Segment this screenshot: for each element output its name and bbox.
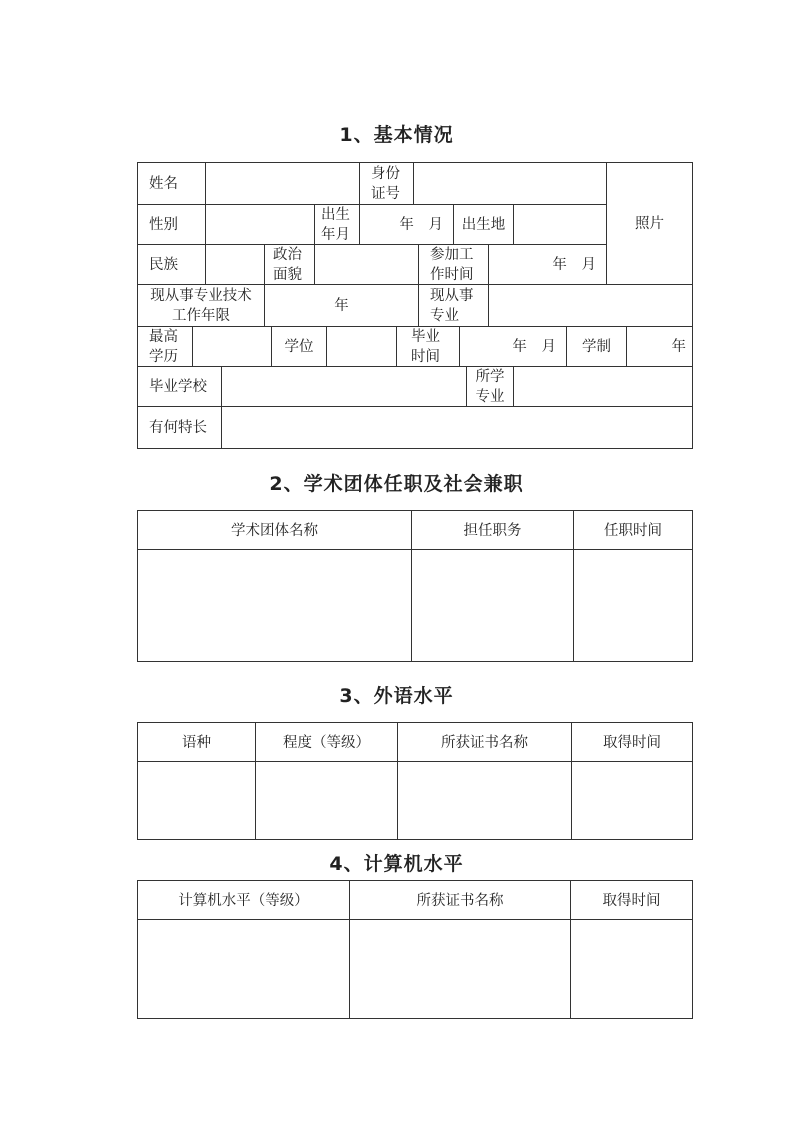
birth-ym-field[interactable]: 年 月 <box>360 205 454 245</box>
gender-field[interactable] <box>206 205 315 245</box>
academic-time-field[interactable] <box>574 550 693 662</box>
birthplace-field[interactable] <box>514 205 607 245</box>
specialty-label: 有何特长 <box>138 407 222 449</box>
specialty-field[interactable] <box>222 407 693 449</box>
academic-header-time: 任职时间 <box>574 511 693 550</box>
computer-header-level: 计算机水平（等级） <box>138 881 350 920</box>
computer-header-cert: 所获证书名称 <box>350 881 571 920</box>
school-label: 毕业学校 <box>138 367 222 407</box>
computer-cert-field[interactable] <box>350 920 571 1019</box>
language-header-time: 取得时间 <box>572 723 693 762</box>
academic-org-field[interactable] <box>138 550 412 662</box>
id-card-field[interactable] <box>414 163 607 205</box>
section-title-computer: 4、计算机水平 <box>329 853 464 875</box>
degree-label: 学位 <box>272 327 327 367</box>
tech-years-label: 现从事专业技术 工作年限 <box>138 285 265 327</box>
ethnicity-label: 民族 <box>138 245 206 285</box>
photo-box[interactable]: 照片 <box>607 163 693 285</box>
computer-level-field[interactable] <box>138 920 350 1019</box>
major-field[interactable] <box>514 367 693 407</box>
work-start-label: 参加工 作时间 <box>419 245 489 285</box>
tech-years-field[interactable]: 年 <box>265 285 419 327</box>
birthplace-label: 出生地 <box>454 205 514 245</box>
section-title-academic: 2、学术团体任职及社会兼职 <box>269 473 524 495</box>
academic-position-field[interactable] <box>412 550 574 662</box>
degree-field[interactable] <box>327 327 397 367</box>
computer-table <box>137 880 693 1019</box>
basic-info-table <box>137 162 693 449</box>
language-time-field[interactable] <box>572 762 693 840</box>
language-table <box>137 722 693 840</box>
work-start-field[interactable]: 年 月 <box>489 245 607 285</box>
academic-header-org: 学术团体名称 <box>138 511 412 550</box>
computer-header-time: 取得时间 <box>571 881 693 920</box>
academic-table <box>137 510 693 662</box>
academic-header-position: 担任职务 <box>412 511 574 550</box>
graduation-time-field[interactable]: 年 月 <box>460 327 567 367</box>
name-label: 姓名 <box>138 163 206 205</box>
language-header-level: 程度（等级） <box>256 723 398 762</box>
language-type-field[interactable] <box>138 762 256 840</box>
political-status-field[interactable] <box>315 245 419 285</box>
education-label: 最高 学历 <box>138 327 193 367</box>
name-field[interactable] <box>206 163 360 205</box>
graduation-time-label: 毕业 时间 <box>397 327 460 367</box>
political-status-label: 政治 面貌 <box>265 245 315 285</box>
education-field[interactable] <box>193 327 272 367</box>
birth-ym-label: 出生 年月 <box>315 205 360 245</box>
section-title-basic: 1、基本情况 <box>339 124 454 146</box>
language-level-field[interactable] <box>256 762 398 840</box>
current-major-field[interactable] <box>489 285 693 327</box>
id-card-label: 身份 证号 <box>360 163 414 205</box>
school-system-field[interactable]: 年 <box>627 327 693 367</box>
school-system-label: 学制 <box>567 327 627 367</box>
language-header-cert: 所获证书名称 <box>398 723 572 762</box>
gender-label: 性别 <box>138 205 206 245</box>
language-cert-field[interactable] <box>398 762 572 840</box>
current-major-label: 现从事 专业 <box>419 285 489 327</box>
school-field[interactable] <box>222 367 467 407</box>
major-label: 所学 专业 <box>467 367 514 407</box>
computer-time-field[interactable] <box>571 920 693 1019</box>
section-title-language: 3、外语水平 <box>339 685 454 707</box>
language-header-type: 语种 <box>138 723 256 762</box>
ethnicity-field[interactable] <box>206 245 265 285</box>
